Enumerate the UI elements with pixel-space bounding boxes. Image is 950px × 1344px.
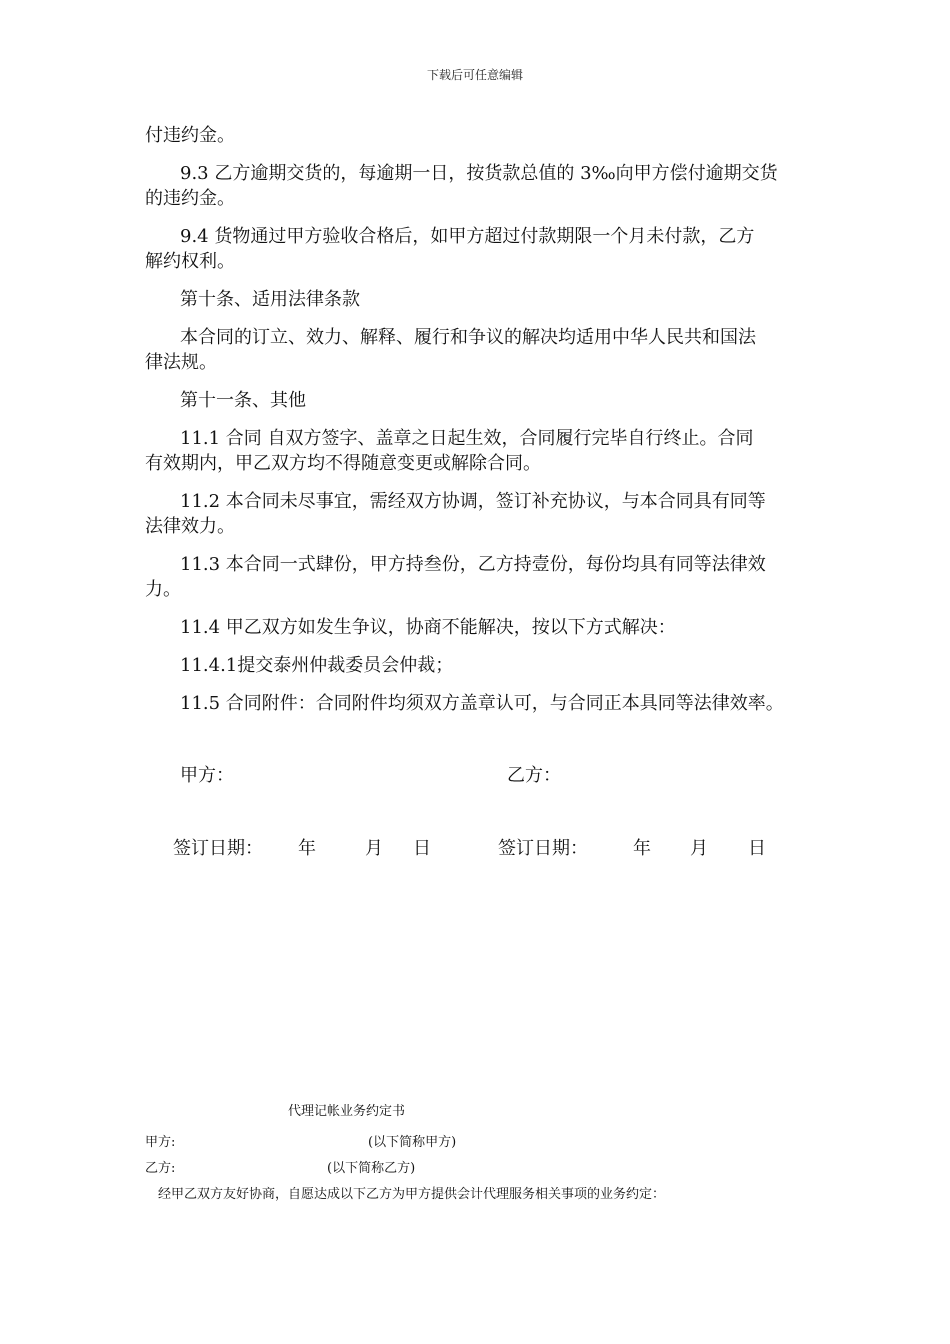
section-heading: 第十一条、其他 (180, 390, 306, 411)
paragraph-line: 11.3 本合同一式肆份，甲方持叁份，乙方持壹份，每份均具有同等法律效 (180, 554, 766, 575)
agreement-party-b-label: 乙方: (145, 1161, 176, 1176)
paragraph-line: 的违约金。 (145, 188, 235, 209)
sign-year-a: 年 (298, 838, 316, 859)
section-heading: 第十条、适用法律条款 (180, 289, 360, 310)
paragraph-line: 法律效力。 (145, 516, 235, 537)
paragraph-line: 力。 (145, 579, 181, 600)
sign-day-b: 日 (748, 838, 766, 859)
paragraph-line: 有效期内，甲乙双方均不得随意变更或解除合同。 (145, 453, 541, 474)
party-b-label: 乙方： (507, 765, 561, 786)
paragraph-line: 11.4 甲乙双方如发生争议，协商不能解决，按以下方式解决： (180, 617, 676, 638)
sign-year-b: 年 (633, 838, 651, 859)
sign-date-label-b: 签订日期： (498, 838, 588, 859)
paragraph-line: 付违约金。 (145, 125, 235, 146)
agreement-party-a-label: 甲方: (145, 1135, 176, 1150)
agreement-intro: 经甲乙双方友好协商，自愿达成以下乙方为甲方提供会计代理服务相关事项的业务约定： (158, 1187, 666, 1202)
sign-month-a: 月 (365, 838, 383, 859)
header-note: 下载后可任意编辑 (426, 68, 523, 82)
agreement-party-a-note: (以下简称甲方) (368, 1135, 457, 1150)
paragraph-line: 本合同的订立、效力、解释、履行和争议的解决均适用中华人民共和国法 (180, 327, 756, 348)
contract-text (145, 123, 813, 716)
paragraph-line: 11.4.1提交泰州仲裁委员会仲裁； (180, 655, 454, 676)
party-a-label: 甲方： (180, 765, 234, 786)
paragraph-line: 11.5 合同附件：合同附件均须双方盖章认可，与合同正本具同等法律效率。 (180, 693, 784, 714)
paragraph-line: 9.4 货物通过甲方验收合格后，如甲方超过付款期限一个月未付款，乙方 (180, 226, 755, 247)
agreement-title: 代理记帐业务约定书 (288, 1104, 406, 1119)
paragraph-line: 11.2 本合同未尽事宜，需经双方协调，签订补充协议，与本合同具有同等 (180, 491, 766, 512)
paragraph-line: 9.3 乙方逾期交货的，每逾期一日，按货款总值的 3‰向甲方偿付逾期交货 (180, 163, 778, 184)
paragraph-line: 11.1 合同 自双方签字、盖章之日起生效，合同履行完毕自行终止。合同 (180, 428, 754, 449)
paragraph-line: 律法规。 (145, 352, 217, 373)
paragraph-line: 解约权利。 (145, 251, 235, 272)
sign-date-label-a: 签订日期： (173, 838, 263, 859)
agreement-party-b-note: (以下简称乙方) (327, 1161, 416, 1176)
sign-day-a: 日 (413, 838, 431, 859)
sign-month-b: 月 (690, 838, 708, 859)
